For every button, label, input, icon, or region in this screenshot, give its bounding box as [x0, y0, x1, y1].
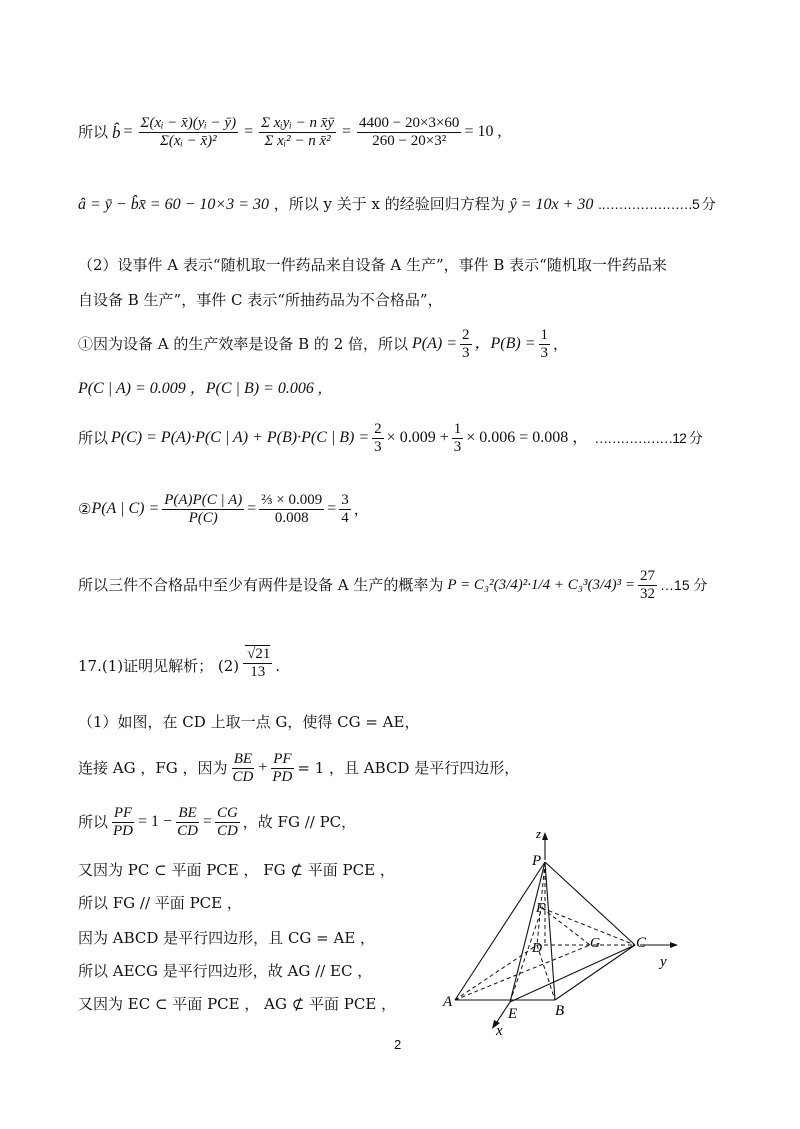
prob-ab-line: ①因为设备 A 的生产效率是设备 B 的 2 倍，所以 P(A) = $\frac{2}{3}$ ，P(B) = $\frac{1}{3}$ ，	[78, 326, 569, 361]
bhat-fraction-3: $\frac{4400 - 20\times 3\times 60}{\text{260 − 20×3²}}$	[359, 114, 460, 149]
ahat-text: ，所以 y 关于 x 的经验回归方程为	[273, 195, 505, 213]
score-12: ………………12 分	[594, 430, 702, 446]
bhat-formula: 所以 b̂ = $\frac{\text{Σ(xᵢ − x̄)(yᵢ − ȳ)}}{\text{Σ(xᵢ − x̄)²}}$ = $\frac{\text{Σ xᵢyᵢ − n x̄ȳ}}{\text{Σ xᵢ² − n x̄²}}$ = $\frac{4400 - 20\times 3\times 60}{\text{260 − 20×3²}}$ = 10 ,	[78, 114, 502, 149]
label-c: C	[636, 935, 647, 951]
label-y: y	[660, 954, 667, 970]
pyramid-figure	[440, 820, 700, 1040]
pa-fraction: $\frac{2}{3}$	[462, 326, 470, 361]
total-prob-formula: P(C) = P(A)·P(C | A) + P(B)·P(C | B) =	[111, 429, 370, 446]
q17-line-16: 因为 ABCD 是平行四边形，且 CG = AE ，	[78, 929, 376, 947]
label-d: D	[532, 941, 543, 956]
q17-connect-line: 连接 AG ，FG ，因为 $\frac{BE}{CD}$ + $\frac{PF}{PD}$ = 1 ，且 ABCD 是平行四边形，	[78, 750, 520, 785]
label-f: F	[536, 901, 545, 916]
bhat-eq: =	[123, 123, 133, 140]
label-z: z	[536, 826, 542, 841]
regression-equation: ŷ = 10x + 30	[509, 196, 594, 213]
label-a: A	[443, 994, 453, 1010]
ahat-formula: â = ȳ − b̂x̄ = 60 − 10×3 = 30	[78, 196, 269, 213]
q17-step1: （1）如图，在 CD 上取一点 G，使得 CG = AE，	[78, 713, 420, 731]
bayes-formula: P(A | C) =	[91, 500, 160, 517]
at-least-two-line: 所以三件不合格品中至少有两件是设备 A 生产的概率为 P = C₃²(3/4)²·1/4 + C₃³(3/4)³ = $\frac{27}{32}$ …15 分	[78, 567, 708, 602]
bhat-fraction-2: $\frac{\text{Σ xᵢyᵢ − n x̄ȳ}}{\text{Σ xᵢ² − n x̄²}}$	[261, 114, 335, 149]
label-x: x	[496, 1023, 503, 1039]
q17-answer: 17.(1)证明见解析； (2) $\frac{√21}{13}$ .	[78, 646, 281, 680]
part2-intro-cont: 自设备 B 生产”，事件 C 表示“所抽药品为不合格品”，	[78, 291, 443, 309]
label-p: P	[532, 853, 542, 869]
page-number: 2	[394, 1037, 402, 1052]
q17-line-18: 又因为 EC ⊂ 平面 PCE ， AG ⊄ 平面 PCE ，	[78, 995, 397, 1013]
part2-intro: （2）设事件 A 表示“随机取一件药品来自设备 A 生产”，事件 B 表示“随机取一件药品来	[78, 256, 667, 274]
bhat-fraction-1: $\frac{\text{Σ(xᵢ − x̄)(yᵢ − ȳ)}}{\text{Σ(xᵢ − x̄)²}}$	[140, 114, 237, 149]
q17-line-14: 又因为 PC ⊂ 平面 PCE ， FG ⊄ 平面 PCE ，	[78, 861, 395, 879]
bayes-line: ② P(A | C) = $\frac{P(A)P(C | A)}{P(C)}$ = $\frac{\text{⅔ × 0.009}}{0.008}$ = $\frac{3}{4}$ ，	[78, 491, 369, 526]
prob-ab-text: ①因为设备 A 的生产效率是设备 B 的 2 倍，所以	[78, 334, 409, 353]
pb-fraction: $\frac{1}{3}$	[540, 326, 549, 361]
total-prob-line: 所以 P(C) = P(A)·P(C | A) + P(B)·P(C | B) = $\frac{2}{3}$ × 0.009 + $\frac{1}{3}$ × 0.006 = 0.008 ， ………………12 分	[78, 420, 702, 455]
q17-line-15: 所以 FG // 平面 PCE ，	[78, 894, 242, 912]
label-g: G	[590, 936, 601, 951]
conditional-probs: P(C | A) = 0.009 ，P(C | B) = 0.006 ,	[78, 380, 322, 397]
score-5: .…………………5 分	[598, 196, 715, 212]
label-e: E	[508, 1006, 518, 1022]
bhat-result: = 10 ,	[464, 123, 502, 140]
ahat-line	[78, 197, 715, 213]
q17-line-17: 所以 AECG 是平行四边形，故 AG // EC ，	[78, 962, 373, 980]
bhat-prefix: 所以	[78, 122, 109, 141]
bhat-symbol: b̂	[112, 122, 121, 142]
score-15: …15 分	[660, 577, 708, 593]
binomial-formula: P = C₃²(3/4)²·1/4 + C₃³(3/4)³ =	[447, 576, 636, 593]
q17-ratio-line: 所以 $\frac{PF}{PD}$ = 1 − $\frac{BE}{CD}$ = $\frac{CG}{CD}$ ，故 FG // PC，	[78, 804, 357, 839]
label-b: B	[555, 1003, 565, 1019]
